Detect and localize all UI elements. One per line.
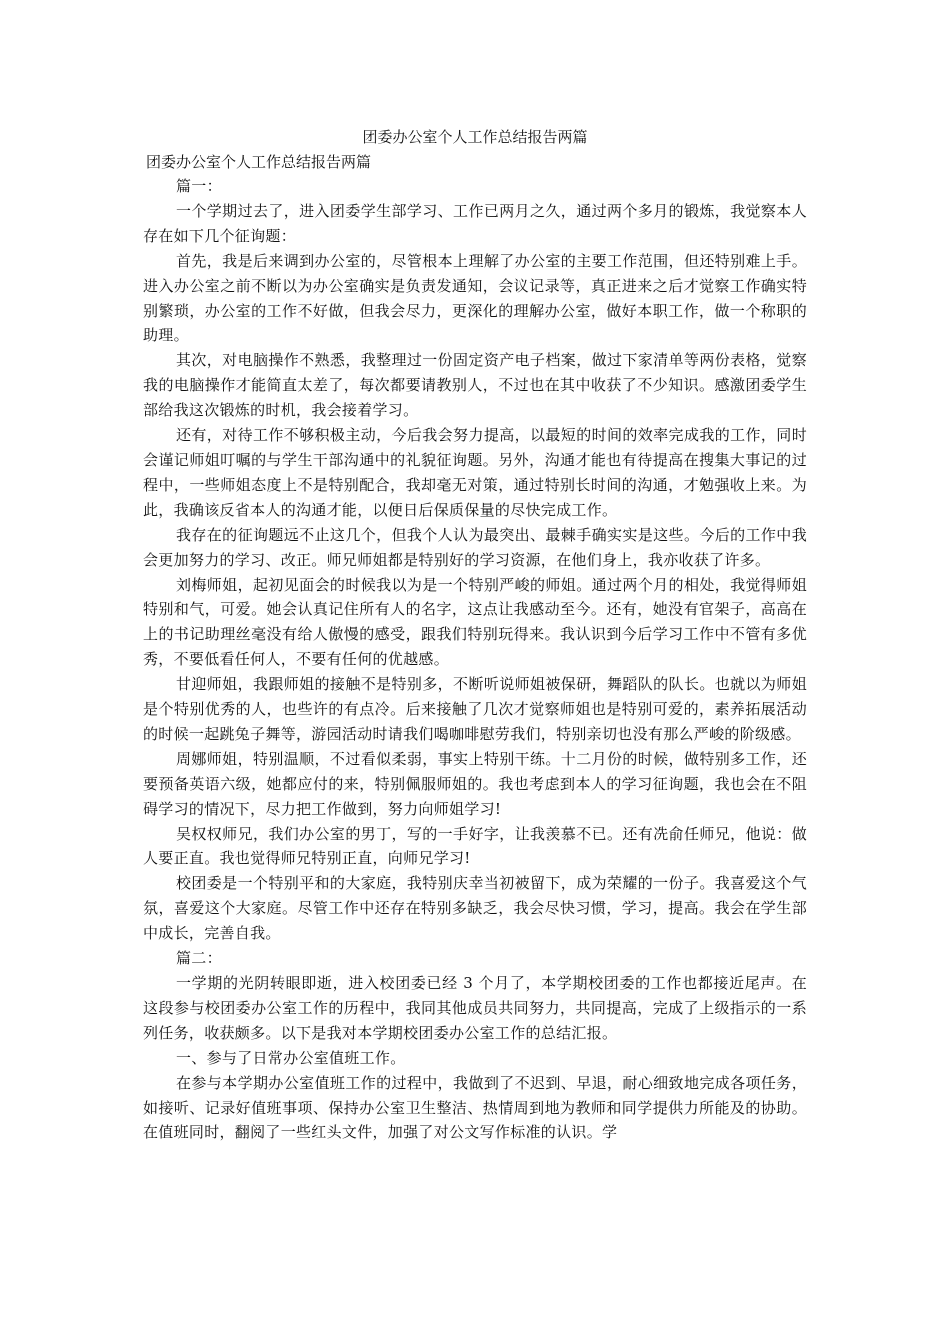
paragraph: 甘迎师姐，我跟师姐的接触不是特别多，不断听说师姐被保研，舞蹈队的队长。也就以为师姐是个特别优秀的人，也些许的有点冷。后来接触了几次才觉察师姐也是特别可爱的，素养拓展活动的时候一起跳兔子舞等，游园活动时请我们喝咖啡慰劳我们，特别亲切也没有那么严峻的阶级感。 (143, 675, 807, 743)
paragraph: 校团委是一个特别平和的大家庭，我特别庆幸当初被留下，成为荣耀的一份子。我喜爱这个气氛，喜爱这个大家庭。尽管工作中还存在特别多缺乏，我会尽快习惯，学习，提高。我会在学生部中成长，完善自我。 (143, 874, 807, 943)
section-heading: 篇一： (176, 177, 222, 195)
paragraph: 一个学期过去了，进入团委学生部学习、工作已两月之久，通过两个多月的锻炼，我觉察本人存在如下几个征询题： (143, 201, 807, 245)
paragraph: 首先，我是后来调到办公室的，尽管根本上理解了办公室的主要工作范围，但还特别难上手。进入办公室之前不断以为办公室确实是负责发通知，会议记录等，真正进来之后才觉察工作确实特别繁琐，办公室的工作不好做，但我会尽力，更深化的理解办公室，做好本职工作，做一个称职的助理。 (143, 251, 807, 345)
paragraph: 吴权权师兄，我们办公室的男丁，写的一手好字，让我羡慕不已。还有冼俞任师兄，他说：做人要正直。我也觉得师兄特别正直，向师兄学习! (143, 824, 807, 868)
document-subtitle: 团委办公室个人工作总结报告两篇 (146, 153, 372, 171)
document-body (143, 174, 807, 1145)
paragraph: 刘梅师姐，起初见面会的时候我以为是一个特别严峻的师姐。通过两个月的相处，我觉得师姐特别和气，可爱。她会认真记住所有人的名字，这点让我感动至今。还有，她没有官架子，高高在上的书记助理丝毫没有给人傲慢的感受，跟我们特别玩得来。我认识到今后学习工作中不管有多优秀，不要低看任何人，不要有任何的优越感。 (143, 575, 807, 669)
document-page (143, 124, 807, 1145)
paragraph: 我存在的征询题远不止这几个，但我个人认为最突出、最棘手确实实是这些。今后的工作中我会更加努力的学习、改正。师兄师姐都是特别好的学习资源，在他们身上，我亦收获了许多。 (143, 525, 807, 569)
paragraph: 其次，对电脑操作不熟悉，我整理过一份固定资产电子档案，做过下家清单等两份表格，觉察我的电脑操作才能简直太差了，每次都要请教别人，不过也在其中收获了不少知识。感激团委学生部给我这次锻炼的时机，我会接着学习。 (143, 351, 807, 420)
section-heading: 篇二： (176, 949, 222, 968)
paragraph: 一学期的光阴转眼即逝，进入校团委已经 3 个月了，本学期校团委的工作也都接近尾声。在这段参与校团委办公室工作的历程中，我同其他成员共同努力，共同提高，完成了上级指示的一系列任务，收获颇多。以下是我对本学期校团委办公室工作的总结汇报。 (143, 974, 807, 1042)
subsection-heading: 一、参与了日常办公室值班工作。 (176, 1048, 406, 1067)
paragraph: 在参与本学期办公室值班工作的过程中，我做到了不迟到、早退，耐心细致地完成各项任务，如接听、记录好值班事项、保持办公室卫生整洁、热情周到地为教师和同学提供力所能及的协助。在值班同时，翻阅了一些红头文件，加强了对公文写作标准的认识。学 (143, 1073, 807, 1142)
paragraph: 周娜师姐，特别温顺，不过看似柔弱，事实上特别干练。十二月份的时候，做特别多工作，还要预备英语六级，她都应付的来，特别佩服师姐的。我也考虑到本人的学习征询题，我也会在不阻碍学习的情况下，尽力把工作做到，努力向师姐学习! (143, 749, 807, 818)
paragraph: 还有，对待工作不够积极主动，今后我会努力提高，以最短的时间的效率完成我的工作，同时会谨记师姐叮嘱的与学生干部沟通中的礼貌征询题。另外，沟通才能也有待提高在搜集大事记的过程中，一些师姐态度上不是特别配合，我却毫无对策，通过特别长时间的沟通，才勉强收上来。为此，我确该反省本人的沟通才能，以便日后保质保量的尽快完成工作。 (143, 426, 807, 519)
document-title: 团委办公室个人工作总结报告两篇 (362, 128, 588, 146)
